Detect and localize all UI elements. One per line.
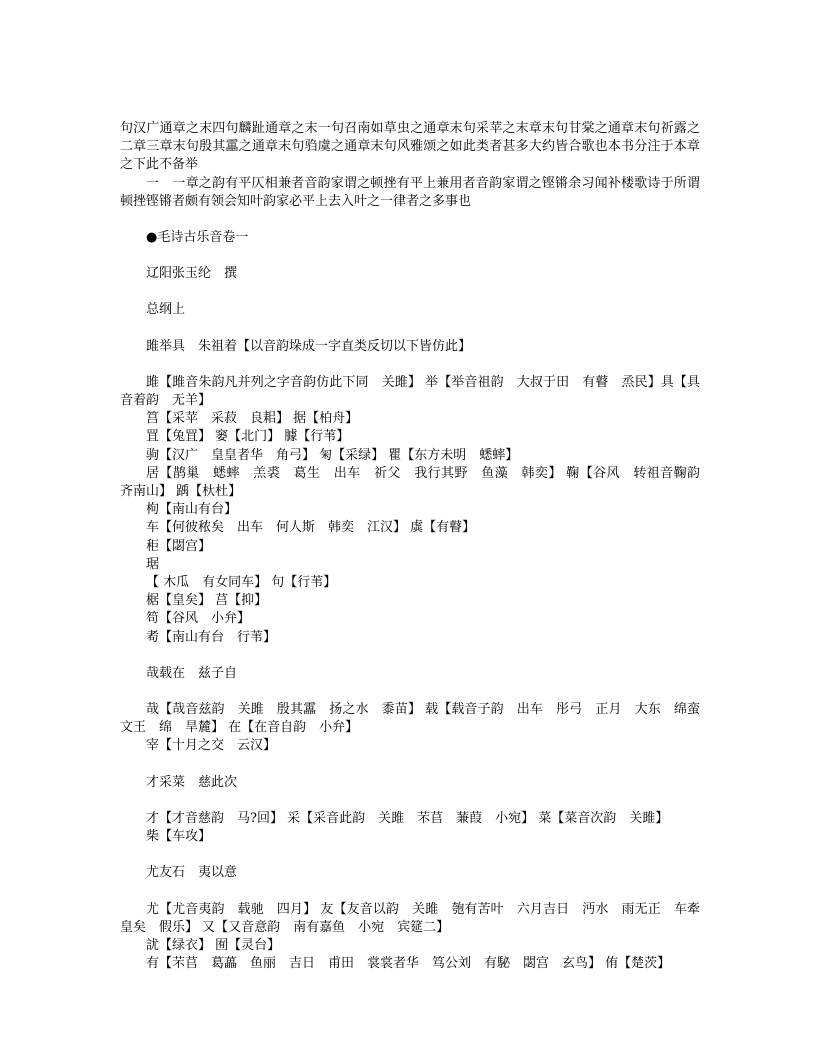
- spacer: [120, 211, 700, 229]
- spacer: [120, 792, 700, 810]
- entry-line: 有【芣苢 葛藟 鱼丽 吉日 甫田 裳裳者华 笃公刘 有駜 閟宫 玄鸟】 侑【楚茨】: [146, 956, 671, 972]
- spacer: [120, 356, 700, 374]
- rhyme-group-heading: 才采菜 慈此次: [146, 774, 238, 790]
- spacer: [120, 683, 700, 701]
- entry-line: 耇【南山有台 行苇】: [146, 629, 277, 645]
- spacer: [120, 756, 700, 774]
- spacer: [120, 647, 700, 665]
- entry-line: 车【何彼秾矣 出车 何人斯 韩奕 江汉】 虡【有瞽】: [146, 520, 476, 536]
- entry-line: 雎【雎音朱韵凡并列之字音韵仿此下同 关雎】 举【举音祖韵 大叔于田 有瞽 烝民】具【具音着韵 无羊】: [120, 374, 700, 409]
- author-line: 辽阳张玉纶 撰: [146, 266, 238, 282]
- spacer: [120, 883, 700, 901]
- entry-line: 才【才音慈韵 马?回】 采【采音此韵 关雎 芣苢 蒹葭 小宛】 菜【菜音次韵 关雎】: [146, 810, 669, 826]
- entry-line: 罝【兔罝】 窭【北门】 臄【行苇】: [146, 429, 350, 445]
- entry-line: 秬【閟宫】: [146, 538, 212, 554]
- entry-line: 哉【哉音兹韵 关雎 殷其靁 扬之水 黍苗】 载【载音子韵 出车 彤弓 正月 大东 绵蛮 文王 绵 旱麓】 在【在音自韵 小弁】: [120, 702, 714, 736]
- rhyme-group-entries: [120, 810, 700, 846]
- rhyme-group-heading: 哉载在 兹子自: [146, 665, 238, 681]
- intro-paragraph: 一 一章之韵有平仄相兼者音韵家谓之顿挫有平上兼用者音韵家谓之铿锵余习闻补楼歌诗于所谓顿挫铿锵者颇有领会知叶韵家必平上去入叶之一律者之多事也: [120, 175, 700, 209]
- rhyme-group-heading: 雎举具 朱祖着【以音韵垛成一字直类反切以下皆仿此】: [146, 338, 472, 354]
- entry-line: 驹【汉广 皇皇者华 角弓】 匊【采绿】 瞿【东方未明 蟋蟀】: [146, 447, 519, 463]
- section-title: 总纲上: [146, 302, 186, 318]
- spacer: [120, 320, 700, 338]
- entry-line: 笱【谷风 小弁】: [146, 611, 251, 627]
- book-title: ●毛诗古乐音卷一: [146, 230, 249, 246]
- entry-line: 筥【采苹 采菽 良耜】 据【柏舟】: [146, 411, 359, 427]
- entry-line: 椐【皇矣】 莒【抑】: [146, 593, 268, 609]
- document-page: [120, 120, 714, 973]
- rhyme-group-entries: [120, 901, 714, 974]
- entry-line: 【 木瓜 有女同车】 句【行苇】: [146, 575, 337, 591]
- entry-line: 尤【尤音夷韵 载驰 四月】 友【友音以韵 关雎 匏有苦叶 六月吉日 沔水 雨无正 车牽 皇矣 假乐】 又【又音意韵 南有嘉鱼 小宛 宾筵二】: [120, 901, 714, 935]
- spacer: [120, 247, 700, 265]
- entry-line: 琚: [146, 556, 160, 572]
- spacer: [120, 283, 700, 301]
- entry-line: 宰【十月之交 云汉】: [146, 738, 277, 754]
- entry-line: 柴【车攻】: [146, 829, 212, 845]
- rhyme-group-heading: 尤友石 夷以意: [146, 865, 238, 881]
- intro-paragraph: 句汉广通章之末四句麟趾通章之末一句召南如草虫之通章末句采苹之末章末句甘棠之通章末句祈露之二章三章末句殷其靁之通章末句驺虞之通章末句风雅颂之如此类者甚多大约皆合歌也本书分注于本章之下此不备举: [120, 121, 700, 173]
- spacer: [120, 846, 700, 864]
- entry-line: 枸【南山有台】: [146, 502, 238, 518]
- entry-line: 居【鹊巢 蟋蟀 羔裘 葛生 出车 祈父 我行其野 鱼藻 韩奕】 鞠【谷风 转祖音鞠韵 齐南山】 踽【杕杜】: [120, 465, 714, 500]
- rhyme-group-entries: [120, 701, 714, 756]
- entry-line: 訧【绿衣】 囿【灵台】: [146, 937, 281, 953]
- rhyme-group-entries: [120, 374, 714, 647]
